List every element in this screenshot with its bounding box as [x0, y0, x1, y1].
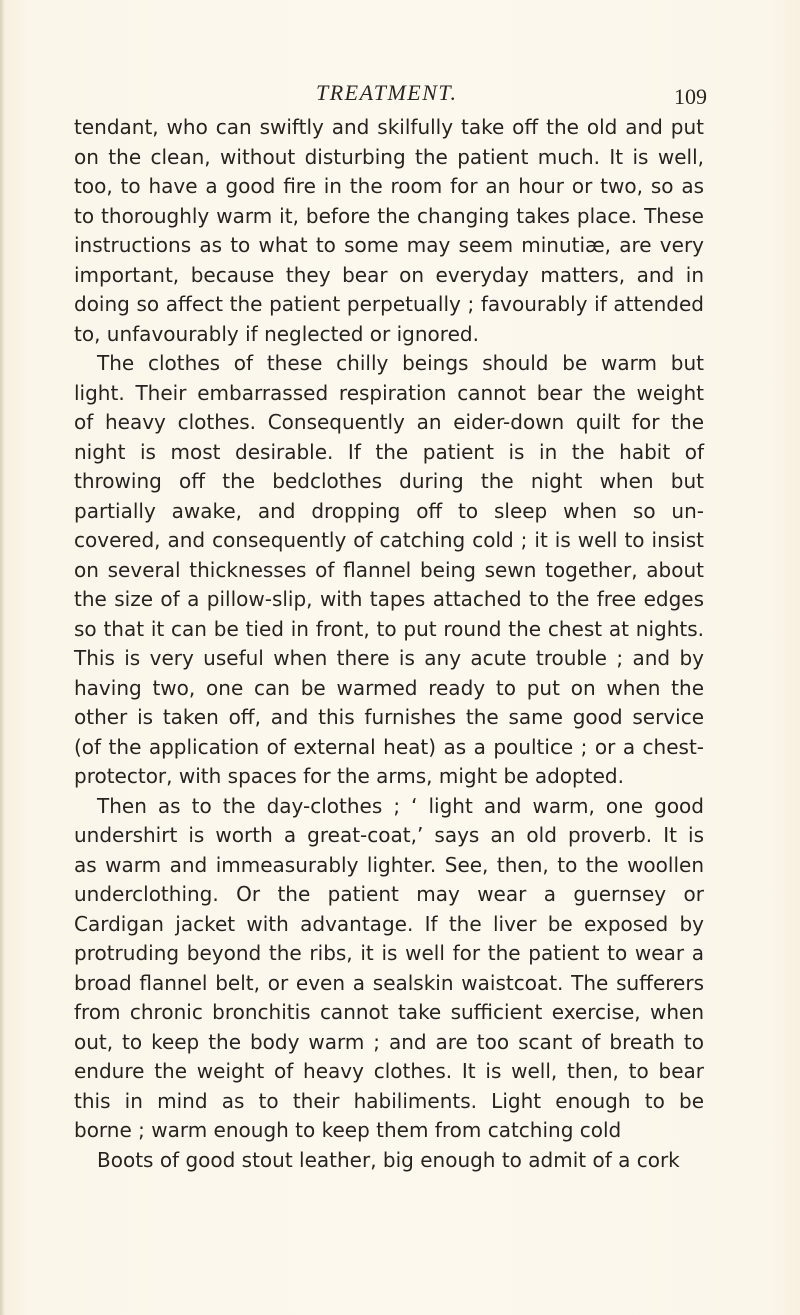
text-line: out, to keep the body warm ; and are too scant of breath to: [74, 1029, 704, 1054]
text-line: having two, one can be warmed ready to put on when the: [74, 675, 704, 700]
page-edge-shadow: [0, 0, 5, 1315]
text-line: endure the weight of heavy clothes. It is well, then, to bear: [74, 1059, 704, 1083]
text-line: on the clean, without disturbing the patient much. It is well,: [74, 144, 704, 169]
text-line: on several thicknesses of flannel being sewn together, about: [74, 557, 704, 582]
text-line: broad flannel belt, or even a sealskin waistcoat. The sufferers: [74, 970, 704, 995]
text-line: as warm and immeasurably lighter. See, then, to the woollen: [74, 852, 704, 877]
text-line: too, to have a good fire in the room for an hour or two, so as: [74, 174, 704, 198]
text-line: other is taken off, and this furnishes the same good service: [74, 705, 704, 729]
text-line: to thoroughly warm it, before the changing takes place. These: [74, 203, 704, 228]
text-line: instructions as to what to some may seem minutiæ, are very: [74, 233, 704, 257]
text-line-paragraph-end: protector, with spaces for the arms, might be adopted.: [74, 764, 624, 788]
text-line-paragraph-start: The clothes of these chilly beings should be warm but: [97, 351, 704, 375]
text-line: important, because they bear on everyday matters, and in: [74, 262, 704, 287]
text-line: from chronic bronchitis cannot take sufficient exercise, when: [74, 1000, 704, 1024]
text-line: undershirt is worth a great-coat,’ says an old proverb. It is: [74, 823, 704, 847]
text-line: this in mind as to their habiliments. Light enough to be: [74, 1088, 704, 1113]
text-line: so that it can be tied in front, to put round the chest at nights.: [74, 616, 704, 641]
text-line: partially awake, and dropping off to sleep when so un-: [74, 498, 704, 523]
text-line: (of the application of external heat) as a poultice ; or a chest-: [74, 734, 704, 759]
text-line: underclothing. Or the patient may wear a guernsey or: [74, 882, 704, 906]
text-line: light. Their embarrassed respiration cannot bear the weight: [74, 380, 704, 405]
text-line: night is most desirable. If the patient is in the habit of: [74, 439, 704, 464]
text-line-paragraph-end: to, unfavourably if neglected or ignored.: [74, 321, 479, 346]
running-head: [0, 80, 800, 110]
text-line: the size of a pillow-slip, with tapes attached to the free edges: [74, 587, 704, 611]
text-line: This is very useful when there is any acute trouble ; and by: [74, 646, 704, 670]
page-number: 109: [674, 84, 707, 109]
body-text: [74, 113, 704, 1175]
text-line: covered, and consequently of catching cold ; it is well to insist: [74, 528, 704, 552]
text-line: Cardigan jacket with advantage. If the liver be exposed by: [74, 911, 704, 936]
text-line-paragraph-end: borne ; warm enough to keep them from catching cold: [74, 1118, 622, 1142]
text-line-paragraph-start: Boots of good stout leather, big enough to admit of a cork: [97, 1147, 680, 1172]
text-line: tendant, who can swiftly and skilfully take off the old and put: [74, 115, 704, 139]
text-line-paragraph-start: Then as to the day-clothes ; ‘ light and warm, one good: [97, 793, 704, 818]
text-line: throwing off the bedclothes during the night when but: [74, 469, 704, 493]
text-line: protruding beyond the ribs, it is well for the patient to wear a: [74, 941, 704, 965]
text-line: of heavy clothes. Consequently an eider-down quilt for the: [74, 410, 704, 434]
running-head-title: TREATMENT.: [316, 80, 458, 105]
text-line: doing so affect the patient perpetually ; favourably if attended: [74, 292, 704, 316]
